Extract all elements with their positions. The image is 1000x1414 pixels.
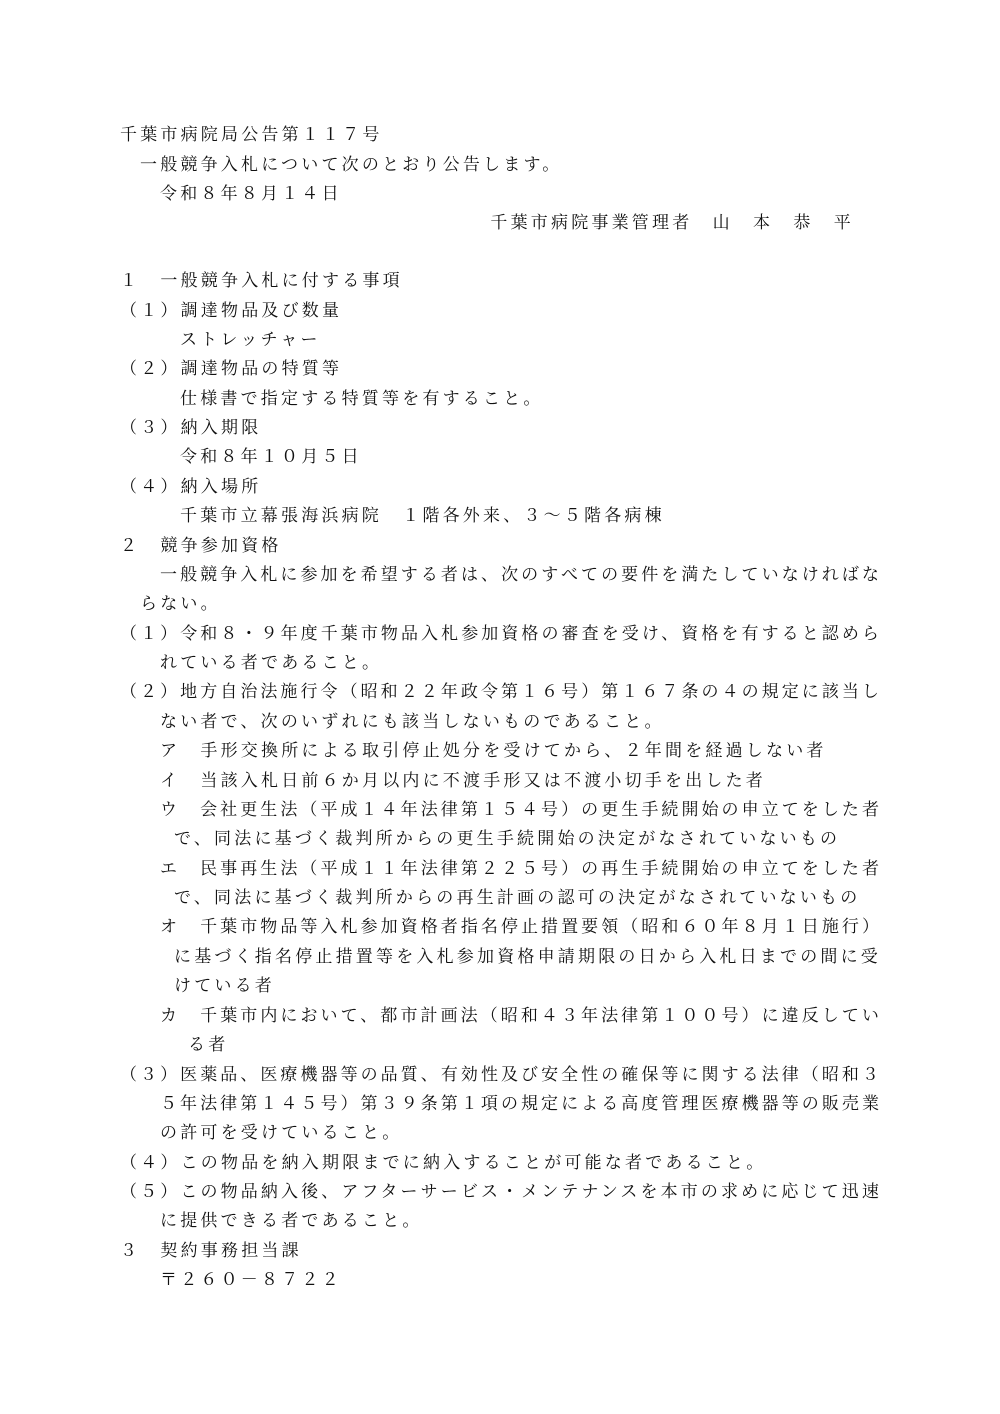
item-2-3-cont-2: の許可を受けていること。 [160,1123,403,1143]
sub-item-u-cont: で、同法に基づく裁判所からの更生手続開始の決定がなされていないもの [174,829,841,849]
section-1-heading: １ 一般競争入札に付する事項 [120,271,403,291]
item-2-3-cont: ５年法律第１４５号）第３９条第１項の規定による高度管理医療機器等の販売業 [160,1094,882,1114]
postal-code: 〒２６０－８７２２ [160,1270,342,1290]
section-2-heading: ２ 競争参加資格 [120,536,282,556]
section-2-intro-cont: らない。 [140,594,221,614]
item-1-2-label: （２）調達物品の特質等 [120,359,343,379]
item-2-5: （５）この物品納入後、アフターサービス・メンテナンスを本市の求めに応じて迅速 [120,1182,882,1202]
item-2-3: （３）医薬品、医療機器等の品質、有効性及び安全性の確保等に関する法律（昭和３ [120,1065,882,1085]
sub-item-a: ア 手形交換所による取引停止処分を受けてから、２年間を経過しない者 [160,741,827,761]
item-1-1-label: （１）調達物品及び数量 [120,301,343,321]
item-2-5-cont: に提供できる者であること。 [160,1211,423,1231]
sub-item-o-cont: に基づく指名停止措置等を入札参加資格申請期限の日から入札日までの間に受 [174,947,881,967]
section-3-heading: ３ 契約事務担当課 [120,1241,302,1261]
notice-date: 令和８年８月１４日 [160,184,342,204]
item-1-3-label: （３）納入期限 [120,418,262,438]
item-2-1: （１）令和８・９年度千葉市物品入札参加資格の審査を受け、資格を有すると認めら [120,624,882,644]
item-1-2-value: 仕様書で指定する特質等を有すること。 [180,389,544,409]
notice-number: 千葉市病院局公告第１１７号 [120,125,383,145]
sub-item-i: イ 当該入札日前６か月以内に不渡手形又は不渡小切手を出した者 [160,771,766,791]
item-1-4-value: 千葉市立幕張海浜病院 １階各外来、３～５階各病棟 [180,506,665,526]
sub-item-o: オ 千葉市物品等入札参加資格者指名停止措置要領（昭和６０年８月１日施行） [160,917,882,937]
item-2-1-cont: れている者であること。 [160,653,383,673]
sub-item-u: ウ 会社更生法（平成１４年法律第１５４号）の更生手続開始の申立てをした者 [160,800,882,820]
item-2-2-cont: ない者で、次のいずれにも該当しないものであること。 [160,712,665,732]
notice-lead: 一般競争入札について次のとおり公告します。 [140,155,563,175]
sub-item-o-cont-2: けている者 [174,976,275,996]
item-2-2: （２）地方自治法施行令（昭和２２年政令第１６号）第１６７条の４の規定に該当し [120,682,882,702]
sub-item-e-cont: で、同法に基づく裁判所からの再生計画の認可の決定がなされていないもの [174,888,861,908]
item-1-1-value: ストレッチャー [180,330,321,350]
sub-item-ka-cont: る者 [188,1035,229,1055]
sub-item-e: エ 民事再生法（平成１１年法律第２２５号）の再生手続開始の申立てをした者 [160,859,882,879]
item-1-3-value: 令和８年１０月５日 [180,447,362,467]
sub-item-ka: カ 千葉市内において、都市計画法（昭和４３年法律第１００号）に違反してい [160,1006,882,1026]
item-2-4: （４）この物品を納入期限までに納入することが可能な者であること。 [120,1153,767,1173]
section-2-intro: 一般競争入札に参加を希望する者は、次のすべての要件を満たしていなければな [160,565,882,585]
item-1-4-label: （４）納入場所 [120,477,262,497]
notice-issuer: 千葉市病院事業管理者 山 本 恭 平 [490,213,854,233]
